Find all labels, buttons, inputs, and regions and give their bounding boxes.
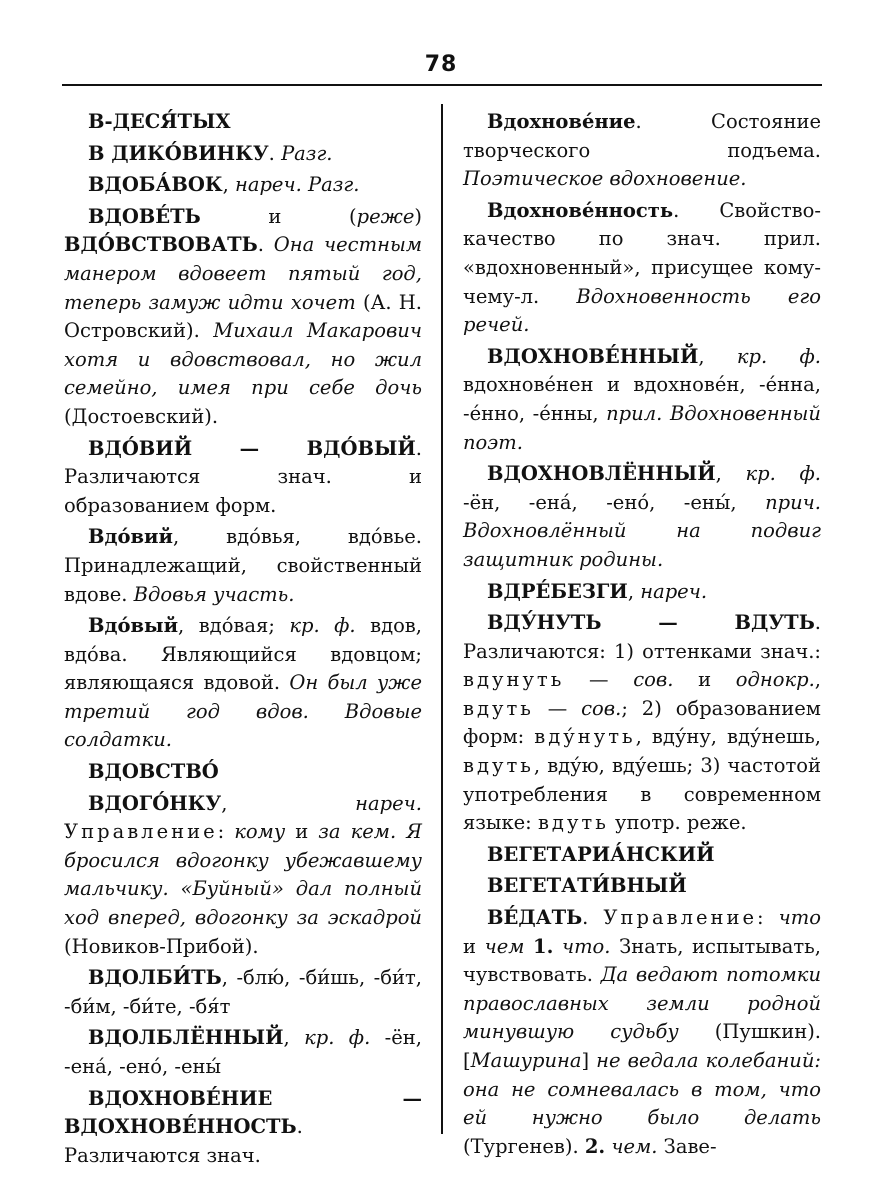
entry-text: , (283, 1026, 305, 1050)
entry-italic-text: кр. ф. (289, 614, 356, 638)
entry-headword: ВЕГЕТАРИА́НСКИЙ (487, 842, 715, 866)
entry-text: . Свойство-качество по знач. прил. «вдохновенный», присущее кому-чему-л. (463, 198, 821, 308)
entry-headword: ВДО́ВСТВОВАТЬ (64, 233, 258, 257)
column-divider (441, 104, 443, 1134)
entry-text: (Тургенев). (463, 1134, 585, 1158)
entry-headword: 2. (584, 1134, 606, 1158)
dictionary-entry (64, 435, 422, 521)
entry-headword: ВДО́ВИЙ — ВДО́ВЫЙ (88, 436, 416, 460)
entry-text: (Пушкин). [ (463, 1020, 821, 1072)
entry-text: Заве- (657, 1134, 717, 1158)
entry-italic-text: сов. (633, 668, 674, 692)
entry-text: . (268, 141, 282, 165)
left-column (64, 108, 422, 1173)
dictionary-entry (64, 523, 422, 609)
entry-text: вдов, вдо́ва. Являющийся вдовцом; являющаяся вдовой. (64, 614, 422, 695)
entry-spaced-text: вду́нуть (534, 725, 636, 749)
entry-headword: ВДУ́НУТЬ — ВДУТЬ (487, 611, 815, 635)
entry-italic-text: нареч. Разг. (234, 173, 360, 197)
entry-italic-text: Вдохновенность его речей. (463, 284, 821, 337)
entry-italic-text: прич. Вдохновлённый на подвиг защитник родины. (463, 490, 821, 571)
entry-italic-text: кр. ф. (304, 1026, 371, 1050)
entry-headword: ВДОВЕ́ТЬ (88, 204, 201, 228)
dictionary-entry (64, 758, 422, 787)
entry-italic-text: нареч. (640, 579, 708, 603)
entry-italic-text: что. (561, 934, 611, 958)
entry-headword: ВДОХНОВЕ́ННЫЙ (487, 344, 699, 368)
entry-italic-text: чем. (611, 1134, 658, 1158)
entry-headword: ВЕ́ДАТЬ (487, 906, 583, 930)
entry-spaced-text: вдуть (463, 696, 534, 720)
entry-italic-text: чем (484, 934, 525, 958)
entry-headword: В-ДЕСЯ́ТЫХ (88, 110, 231, 133)
dictionary-entry (463, 904, 821, 1161)
entry-headword: ВДОЛБЛЁННЫЙ (88, 1026, 284, 1050)
dictionary-entry (64, 790, 422, 962)
entry-text: . Состояние творческого подъема. (463, 110, 821, 162)
entry-text: , вдо́вья, вдо́вье. Принадлежащий, свойственный вдове. (64, 525, 422, 606)
entry-text: . (582, 906, 604, 930)
entry-text (524, 935, 533, 958)
entry-italic-text: кр. ф. (745, 462, 821, 486)
entry-spaced-text: Управление (603, 906, 758, 930)
entry-text: и (285, 820, 319, 844)
dictionary-entry (463, 197, 821, 340)
entry-text: . Различаются знач. и образованием форм. (64, 436, 422, 517)
entry-headword: Вдо́вий (88, 525, 173, 549)
dictionary-entry (463, 578, 821, 607)
dictionary-entry (64, 612, 422, 755)
entry-italic-text: Разг. (281, 141, 333, 165)
entry-text: , вдо́вая; (178, 614, 290, 638)
entry-spaced-text: вдунуть (463, 668, 565, 692)
entry-text: . (257, 233, 274, 257)
entry-italic-text: прил. Вдохновенный поэт. (463, 401, 821, 454)
entry-italic-text: не ведала колебаний: она не сомневалась в том, что ей нужно было делать (463, 1049, 821, 1130)
dictionary-entry (463, 872, 821, 901)
entry-headword: ВДРЕ́БЕЗГИ (487, 579, 628, 603)
entry-italic-text: Машурина (470, 1049, 582, 1072)
dictionary-entry (463, 609, 821, 838)
entry-text: , (627, 579, 641, 603)
entry-text: ) (414, 204, 422, 228)
entry-italic-text: сов. (581, 696, 622, 720)
entry-text: , (814, 668, 821, 692)
entry-text: Знать, испытывать, чувствовать. (463, 934, 821, 987)
entry-text: — (533, 696, 582, 720)
entry-headword: ВДОХНОВЛЁННЫЙ (487, 462, 716, 486)
entry-text: и (673, 668, 736, 692)
entry-text: — (564, 668, 634, 692)
entry-text: (Новиков-Прибой). (64, 934, 259, 958)
entry-italic-text: за кем. Я бросился вдогонку убежавшему мальчику. «Буйный» дал полный ход вперед, вдогонку за эскадрой (64, 820, 422, 930)
page-number: 78 (424, 52, 458, 77)
entry-text: и ( (200, 204, 357, 228)
entry-text: , (222, 173, 235, 197)
dictionary-entry (64, 964, 422, 1021)
header-rule (62, 84, 822, 86)
dictionary-entry (64, 1085, 422, 1171)
dictionary-entry (64, 140, 422, 169)
entry-text: , -блю́, -би́шь, -би́т, -би́м, -би́те, -бя́т (64, 966, 422, 1018)
entry-text: -ён, -ена́, -ено́, -ены́, (463, 490, 766, 514)
dictionary-entry (64, 1024, 422, 1081)
dictionary-entry (463, 343, 821, 457)
entry-text: , вду́ну, вду́нешь, (635, 725, 821, 749)
entry-italic-text: Она честным манером вдовеет пятый год, теперь замуж идти хочет (64, 233, 422, 314)
entry-italic-text: Михаил Макарович хотя и вдовствовал, но жил семейно, имея при себе дочь (64, 319, 422, 400)
dictionary-entry (463, 841, 821, 870)
entry-headword: ВДОБА́ВОК (88, 173, 223, 197)
entry-italic-text: Вдовья участь. (133, 582, 295, 606)
entry-italic-text: Поэтическое вдохновение. (463, 167, 747, 191)
entry-headword: В ДИКО́ВИНКУ (88, 141, 269, 165)
dictionary-entry (463, 460, 821, 574)
entry-text: . Различаются: 1) оттенками знач.: (463, 611, 821, 663)
entry-spaced-text: вдуть (537, 811, 609, 835)
dictionary-entry (64, 108, 422, 137)
entry-headword: ВДОГО́НКУ (88, 791, 222, 815)
entry-text: употр. реже. (608, 811, 747, 835)
entry-text: , вду́ю, вду́ешь; 3) частотой употребления в современном языке: (463, 754, 821, 835)
entry-italic-text: реже (356, 204, 415, 228)
entry-text: : (217, 820, 235, 844)
entry-text: ] (581, 1049, 597, 1072)
entry-headword: Вдохнове́нность (487, 198, 674, 222)
entry-spaced-text: вдуть (463, 754, 534, 778)
entry-text: ; 2) образованием форм: (463, 696, 821, 749)
entry-headword: ВДОЛБИ́ТЬ (88, 966, 222, 990)
entry-italic-text: Он был уже третий год вдов. Вдовые солдатки. (64, 671, 422, 752)
entry-text: . Различаются знач. (64, 1115, 303, 1167)
entry-text: вдохнове́нен и вдохновéн, -е́нна, -е́нно, -е́нны, (463, 373, 821, 425)
entry-italic-text: однокр. (735, 668, 815, 692)
right-column (463, 108, 821, 1164)
entry-text: , (715, 462, 746, 486)
entry-headword: Вдо́вый (88, 614, 179, 638)
entry-text: , (698, 344, 737, 368)
entry-text: , (221, 791, 356, 815)
entry-italic-text: кому (234, 820, 286, 844)
entry-headword: ВДОВСТВО́ (88, 760, 219, 784)
entry-italic-text: нареч. (355, 791, 422, 815)
entry-text (553, 935, 562, 958)
dictionary-entry (64, 171, 422, 200)
entry-text: и (463, 934, 485, 958)
entry-italic-text: Да ведают потомки православных земли родной минувшую судьбу (463, 963, 821, 1044)
entry-headword: ВЕГЕТАТИ́ВНЫЙ (487, 874, 687, 898)
entry-spaced-text: Управление (64, 820, 218, 844)
dictionary-entry (64, 203, 422, 432)
entry-italic-text: что (778, 906, 821, 930)
entry-text: (А. Н. Островский). (64, 290, 422, 343)
entry-text: -ён, -ена́, -ено́, -ены́ (64, 1026, 422, 1078)
entry-headword: Вдохнове́ние (487, 110, 636, 133)
entry-headword: ВДОХНОВЕ́НИЕ — ВДОХНОВЕ́ННОСТЬ (64, 1086, 422, 1139)
entry-text: : (757, 906, 779, 930)
entry-headword: 1. (533, 934, 554, 958)
entry-italic-text: кр. ф. (736, 344, 821, 368)
dictionary-entry (463, 108, 821, 194)
entry-text: (Достоевский). (64, 404, 219, 428)
